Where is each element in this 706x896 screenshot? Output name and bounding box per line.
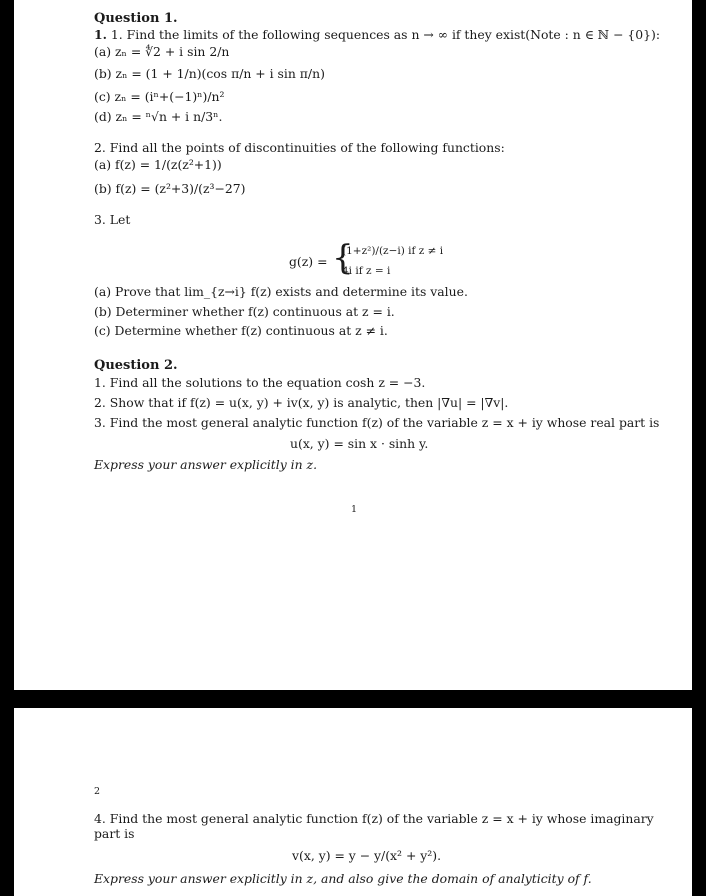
q1-item-1a: (a) zₙ = ∜2 + i sin 2/n <box>94 44 230 59</box>
q2-item-4: 4. Find the most general analytic function f(z) of the variable z = x + iy whose imaginary <box>94 811 654 826</box>
g-case-2: 4i if z = i <box>342 265 391 277</box>
q2-item-4-note: Express your answer explicitly in z, and also give the domain of analyticity of f. <box>94 871 592 886</box>
page-number: 1 <box>351 504 358 515</box>
q1-item-3a: (a) Prove that lim_{z→i} f(z) exists and determine its value. <box>94 284 468 299</box>
q1-item-1b: (b) zₙ = (1 + 1/n)(cos π/n + i sin π/n) <box>94 66 325 81</box>
q2-item-4-equation: v(x, y) = y − y/(x² + y²). <box>292 848 442 863</box>
q1-item-3c: (c) Determine whether f(z) continuous at z ≠ i. <box>94 323 388 338</box>
q2-item-1: 1. Find all the solutions to the equation cosh z = −3. <box>94 375 426 390</box>
q1-item-1: 1. 1. Find the limits of the following sequences as n → ∞ if they exist(Note : n ∈ ℕ − {0}): <box>94 27 661 42</box>
q1-item-3b: (b) Determiner whether f(z) continuous at z = i. <box>94 304 395 319</box>
q1-item-2b: (b) f(z) = (z²+3)/(z³−27) <box>94 181 246 196</box>
q1-item-1-text: 1. Find the limits of the following sequences as n → ∞ if they exist(Note : n ∈ ℕ − {0}): <box>110 27 661 42</box>
q1-item-1c: (c) zₙ = (iⁿ+(−1)ⁿ)/n² <box>94 89 225 104</box>
question-1-heading: Question 1. <box>94 11 178 26</box>
brace-symbol: { <box>332 238 354 278</box>
page-number: 2 <box>94 786 101 797</box>
question-2-heading: Question 2. <box>94 358 178 373</box>
q2-item-4-continued: part is <box>94 826 135 841</box>
q1-item-2: 2. Find all the points of discontinuities of the following functions: <box>94 140 505 155</box>
g-definition-lhs: g(z) = <box>289 254 328 269</box>
q1-item-2a: (a) f(z) = 1/(z(z²+1)) <box>94 157 222 172</box>
q2-item-2: 2. Show that if f(z) = u(x, y) + iv(x, y) is analytic, then |∇u| = |∇v|. <box>94 395 509 410</box>
g-case-1: (1+z²)/(z−i) if z ≠ i <box>342 245 444 257</box>
document-page-1 <box>14 0 692 690</box>
q1-item-3: 3. Let <box>94 212 131 227</box>
q1-item-1d: (d) zₙ = ⁿ√n + i n/3ⁿ. <box>94 109 223 124</box>
q2-item-3: 3. Find the most general analytic function f(z) of the variable z = x + iy whose real part is <box>94 415 660 430</box>
document-page-2 <box>14 708 692 896</box>
q2-item-3-equation: u(x, y) = sin x · sinh y. <box>290 436 429 451</box>
q2-item-3-note: Express your answer explicitly in z. <box>94 457 318 472</box>
